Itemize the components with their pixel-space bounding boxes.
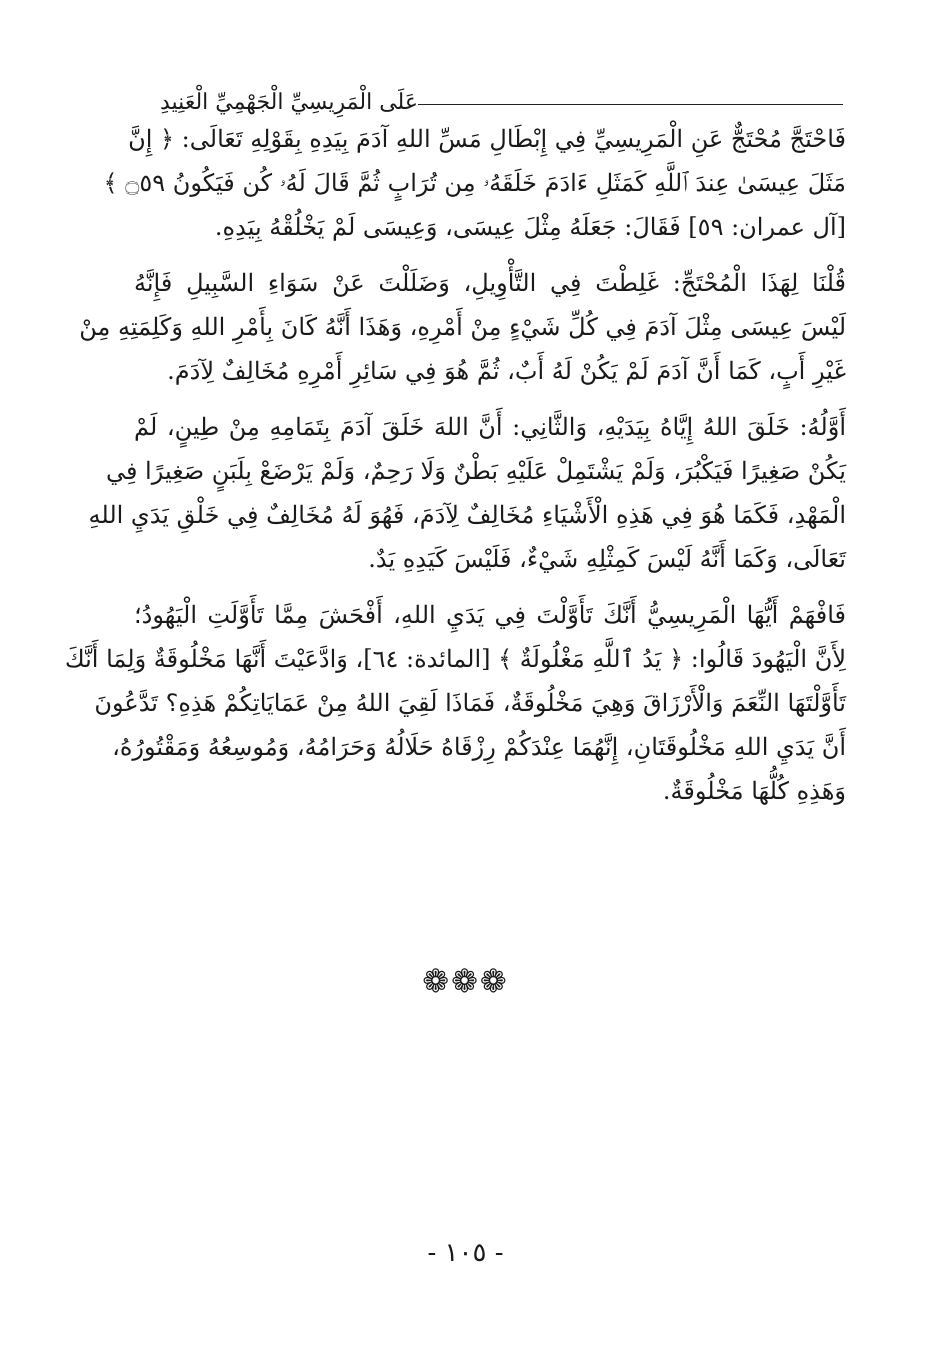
section-ornament: ❁❁❁ xyxy=(422,962,509,1000)
body-text xyxy=(64,124,846,820)
paragraph-2-line-1: قُلْنَا لِهَذَا الْمُحْتَجِّ: غَلِطْتَ فِي التَّأْوِيلِ، وَضَلَلْتَ عَنْ سَوَاءِ السَّبِيلِ فَإِنَّهُ xyxy=(134,269,846,297)
paragraph-3-line-4: تَعَالَى، وَكَمَا أَنَّهُ لَيْسَ كَمِثْلِهِ شَيْءٌ، فَلَيْسَ كَيَدِهِ يَدٌ. xyxy=(368,545,846,573)
paragraph-1-line-2: مَثَلَ عِيسَىٰ عِندَ ٱللَّهِ كَمَثَلِ ءَادَمَ خَلَقَهُۥ مِن تُرَابٍ ثُمَّ قَالَ لَهُۥ كُن فَيَكُونُ ۝٥٩ ﴾ xyxy=(103,169,846,197)
paragraph-4-line-5: وَهَذِهِ كُلُّهَا مَخْلُوقَةٌ. xyxy=(662,777,846,805)
paragraph-3-line-1: أَوَّلُهُ: خَلَقَ اللهُ إِيَّاهُ بِيَدَيْهِ، وَالثَّانِي: أَنَّ اللهَ خَلَقَ آدَمَ بِتَمَامِهِ مِنْ طِينٍ، لَمْ xyxy=(134,413,846,441)
page-number: - ١٠٥ - xyxy=(427,1238,504,1268)
paragraph-2-line-2: لَيْسَ عِيسَى مِثْلَ آدَمَ فِي كُلِّ شَيْءٍ مِنْ أَمْرِهِ، وَهَذَا أَنَّهُ كَانَ بِأَمْرِ اللهِ وَكَلِمَتِهِ مِنْ xyxy=(79,313,846,341)
paragraph-2-line-3: غَيْرِ أَبٍ، كَمَا أَنَّ آدَمَ لَمْ يَكُنْ لَهُ أَبٌ، ثُمَّ هُوَ فِي سَائِرِ أَمْرِهِ مُخَالِفٌ لِآدَمَ. xyxy=(167,357,846,385)
header-title: عَلَى الْمَرِيسِيِّ الْجَهْمِيِّ الْعَنِيدِ xyxy=(160,89,418,115)
paragraph-4-line-3: تَأَوَّلْتَهَا النِّعَمَ وَالْأَرْزَاقَ وَهِيَ مَخْلُوقَةٌ، فَمَاذَا لَقِيَ اللهُ مِنْ عَمَايَاتِكُمْ هَذِهِ؟ تَدَّعُونَ xyxy=(94,689,846,717)
paragraph-4-line-4: أَنَّ يَدَيِ اللهِ مَخْلُوقَتَانِ، إِنَّهُمَا عِنْدَكُمْ رِزْقَاهُ حَلَالُهُ وَحَرَامُهُ، وَمُوسِعُهُ وَمَقْتُورُهُ، xyxy=(112,733,846,761)
header-rule xyxy=(418,104,843,105)
paragraph-1-line-3: [آل عمران: ٥٩] فَقَالَ: جَعَلَهُ مِثْلَ عِيسَى، وَعِيسَى لَمْ يَخْلُقْهُ بِيَدِهِ. xyxy=(214,213,846,241)
running-header xyxy=(150,84,843,120)
paragraph-4-line-2: لِأَنَّ الْيَهُودَ قَالُوا: ﴿ يَدُ ٱللَّهِ مَغْلُولَةٌ ﴾ [المائدة: ٦٤]، وَادَّعَيْتَ أَنَّهَا مَخْلُوقَةٌ وَلِمَا أَنَّكَ xyxy=(64,645,846,673)
paragraph-3-line-3: الْمَهْدِ، فَكَمَا هُوَ فِي هَذِهِ الْأَشْيَاءِ مُخَالِفٌ لِآدَمَ، فَهُوَ لَهُ مُخَالِفٌ فِي خَلْقِ يَدَيِ اللهِ xyxy=(88,501,846,529)
paragraph-4-line-1: فَافْهَمْ أَيُّهَا الْمَرِيسِيُّ أَنَّكَ تَأَوَّلْتَ فِي يَدَيِ اللهِ، أَفْحَشَ مِمَّا تَأَوَّلَتِ الْيَهُودُ؛ xyxy=(134,601,846,629)
paragraph-1-line-1: فَاحْتَجَّ مُحْتَجٌّ عَنِ الْمَرِيسِيِّ فِي إِبْطَالِ مَسِّ اللهِ آدَمَ بِيَدِهِ بِقَوْلِهِ تَعَالَى: ﴿ إِنَّ xyxy=(128,125,846,153)
paragraph-3-line-2: يَكُنْ صَغِيرًا فَيَكْبُرَ، وَلَمْ يَشْتَمِلْ عَلَيْهِ بَطْنٌ وَلَا رَحِمٌ، وَلَمْ يَرْضَعْ بِلَبَنٍ صَغِيرًا فِي xyxy=(105,457,846,485)
